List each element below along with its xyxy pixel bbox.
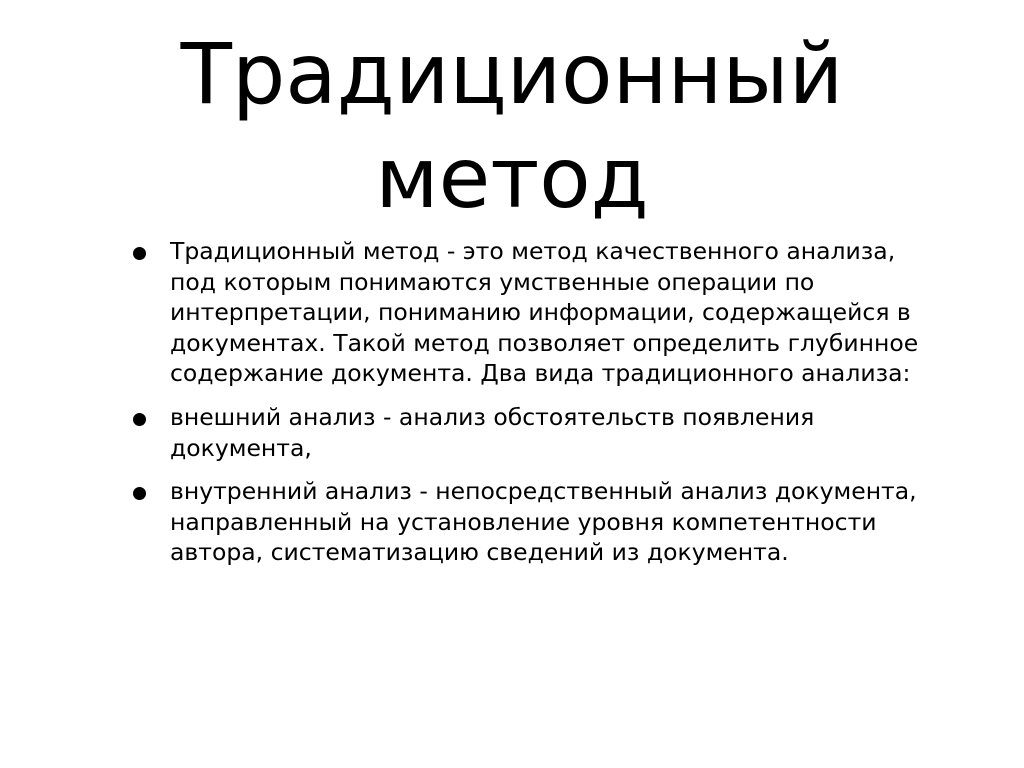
title-line-1: Традиционный (180, 25, 844, 123)
title-line-2: метод (375, 129, 649, 227)
bullet-dot-icon (133, 487, 146, 500)
bullet-dot-icon (133, 413, 146, 426)
bullet-text: внешний анализ - анализ обстоятельств появления документа, (170, 402, 815, 462)
bullet-item-internal-analysis (132, 476, 932, 568)
bullet-text: внутренний анализ - непосредственный анализ документа, направленный на установление уровня компетентности автора, систематизацию сведений из документа. (170, 477, 917, 567)
bullet-item-definition (132, 236, 932, 389)
bullet-list (132, 236, 932, 581)
bullet-dot-icon (133, 247, 146, 260)
slide-title (0, 22, 1024, 230)
bullet-text: Традиционный метод - это метод качественного анализа, под которым понимаются умственные операции по интерпретации, пониманию информации, содержащейся в документах. Такой метод позволяет определить глубинное содержание документа. Два вида традиционного анализа: (170, 237, 919, 388)
bullet-item-external-analysis (132, 402, 932, 463)
